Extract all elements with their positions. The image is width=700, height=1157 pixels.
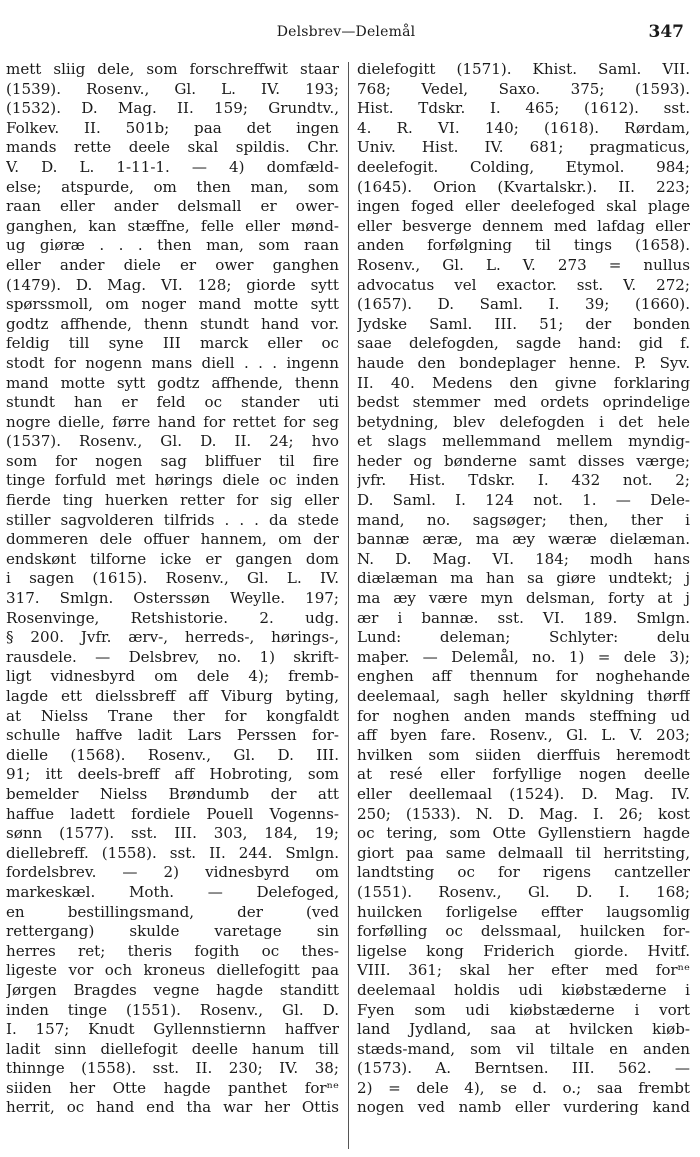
text-line: ingen foged eller deelefoged skal plage bbox=[357, 197, 690, 216]
text-line: landtsting oc for rigens cantzeller bbox=[357, 863, 690, 882]
text-line: ma æy være myn delsman, forty at j bbox=[357, 589, 690, 608]
text-line: land Jydland, saa at hvilcken kiøb- bbox=[357, 1020, 690, 1039]
text-line: 317. Smlgn. Osterssøn Weylle. 197; bbox=[6, 589, 339, 608]
text-line: (1479). D. Mag. VI. 128; giorde sytt bbox=[6, 275, 339, 294]
text-line: VIII. 361; skal her efter med forⁿᵉ bbox=[357, 961, 690, 980]
text-line: raan eller ander delsmall er ower- bbox=[6, 197, 339, 216]
text-line: nogen ved namb eller vurdering kand bbox=[357, 1098, 690, 1117]
text-line: feldig till syne III marck eller oc bbox=[6, 334, 339, 353]
text-line: (1551). Rosenv., Gl. D. I. 168; bbox=[357, 882, 690, 901]
text-line: I. 157; Knudt Gyllennstiernn haffver bbox=[6, 1020, 339, 1039]
text-line: Jydske Saml. III. 51; der bonden bbox=[357, 314, 690, 333]
text-line: diellebreff. (1558). sst. II. 244. Smlgn. bbox=[6, 843, 339, 862]
text-line: inden tinge (1551). Rosenv., Gl. D. bbox=[6, 1000, 339, 1019]
text-line: dielefogitt (1571). Khist. Saml. VII. bbox=[357, 60, 690, 78]
text-line: 250; (1533). N. D. Mag. I. 26; kost bbox=[357, 804, 690, 823]
text-line: Jørgen Bragdes vegne hagde standitt bbox=[6, 980, 339, 999]
text-line: Rosenv., Gl. L. V. 273 = nullus bbox=[357, 255, 690, 274]
text-line: markeskæl. Moth. — Delefoged, bbox=[6, 882, 339, 901]
text-line: mands rette deele skal spildis. Chr. bbox=[6, 138, 339, 157]
text-line: haude den bondeplager henne. P. Syv. bbox=[357, 353, 690, 372]
text-line: nogre dielle, førre hand for rettet for seg bbox=[6, 412, 339, 431]
right-column bbox=[357, 60, 690, 1149]
text-line: thinnge (1558). sst. II. 230; IV. 38; bbox=[6, 1059, 339, 1078]
text-line: (1645). Orion (Kvartalskr.). II. 223; bbox=[357, 177, 690, 196]
text-line: siiden her Otte hagde panthet forⁿᵉ bbox=[6, 1078, 339, 1097]
text-line: D. Saml. I. 124 not. 1. — Dele- bbox=[357, 491, 690, 510]
text-line: at resé eller forfyllige nogen deelle bbox=[357, 765, 690, 784]
text-line: bannæ æræ, ma æy wæræ dielæman. bbox=[357, 530, 690, 549]
text-line: II. 40. Medens den givne forklaring bbox=[357, 373, 690, 392]
text-line: aff byen fare. Rosenv., Gl. L. V. 203; bbox=[357, 726, 690, 745]
text-line: ligt vidnesbyrd om dele 4); fremb- bbox=[6, 667, 339, 686]
text-line: endskønt tilforne icke er gangen dom bbox=[6, 549, 339, 568]
left-column bbox=[6, 60, 339, 1149]
text-line: ær i bannæ. sst. VI. 189. Smlgn. bbox=[357, 608, 690, 627]
text-line: tinge forfuld met hørings diele oc inden bbox=[6, 471, 339, 490]
text-line: saae delefogden, sagde hand: gid f. bbox=[357, 334, 690, 353]
text-line: hvilken som siiden dierffuis heremodt bbox=[357, 745, 690, 764]
text-line: ganghen, kan stæffne, felle eller mønd- bbox=[6, 216, 339, 235]
text-line: advocatus vel exactor. sst. V. 272; bbox=[357, 275, 690, 294]
text-line: rettergang) skulde varetage sin bbox=[6, 922, 339, 941]
text-line: Fyen som udi kiøbstæderne i vort bbox=[357, 1000, 690, 1019]
text-line: rausdele. — Delsbrev, no. 1) skrift- bbox=[6, 647, 339, 666]
text-line: lagde ett dielssbreff aff Viburg byting, bbox=[6, 687, 339, 705]
text-line: stiller sagvolderen tilfrids . . . da stede bbox=[6, 510, 339, 529]
text-line: 4. R. VI. 140; (1618). Rørdam, bbox=[357, 118, 690, 137]
text-line: anden forfølgning til tings (1658). bbox=[357, 236, 690, 255]
text-line: 91; itt deels-breff aff Hobroting, som bbox=[6, 765, 339, 784]
text-line: deelemaal, sagh heller skyldning thørff bbox=[357, 687, 690, 705]
text-line: stundt han er feld oc stander uti bbox=[6, 393, 339, 412]
text-line: Univ. Hist. IV. 681; pragmaticus, bbox=[357, 138, 690, 157]
text-line: Hist. Tdskr. I. 465; (1612). sst. bbox=[357, 99, 690, 118]
text-line: mett sliig dele, som forschreffwit staar bbox=[6, 60, 339, 78]
text-line: eller ander diele er ower ganghen bbox=[6, 255, 339, 274]
text-line: eller deellemaal (1524). D. Mag. IV. bbox=[357, 784, 690, 803]
text-line: Folkev. II. 501b; paa det ingen bbox=[6, 118, 339, 137]
page-header bbox=[6, 14, 686, 46]
text-line: bedst stemmer med ordets oprindelige bbox=[357, 393, 690, 412]
text-columns bbox=[6, 60, 690, 1149]
text-line: heder og bønderne samt disses værge; bbox=[357, 451, 690, 470]
text-line: maþer. — Delemål, no. 1) = dele 3); bbox=[357, 647, 690, 666]
text-line: i sagen (1615). Rosenv., Gl. L. IV. bbox=[6, 569, 339, 588]
text-line: spørssmoll, om noger mand motte sytt bbox=[6, 295, 339, 314]
text-line: schulle haffve ladit Lars Perssen for- bbox=[6, 726, 339, 745]
text-line: ug giøræ . . . then man, som raan bbox=[6, 236, 339, 255]
text-line: Rosenvinge, Retshistorie. 2. udg. bbox=[6, 608, 339, 627]
text-line: Lund: deleman; Schlyter: delu bbox=[357, 628, 690, 647]
text-line: deelemaal holdis udi kiøbstæderne i bbox=[357, 980, 690, 999]
text-line: ligelse kong Friderich giorde. Hvitf. bbox=[357, 941, 690, 960]
text-line: dommeren dele offuer hannem, om der bbox=[6, 530, 339, 549]
text-line: at Nielss Trane ther for kongfaldt bbox=[6, 706, 339, 725]
text-line: (1657). D. Saml. I. 39; (1660). bbox=[357, 295, 690, 314]
text-line: bemelder Nielss Brøndumb der att bbox=[6, 784, 339, 803]
text-line: haffue ladett fordiele Pouell Vogenns- bbox=[6, 804, 339, 823]
text-line: ladit sinn diellefogit deelle hanum till bbox=[6, 1039, 339, 1058]
text-line: en bestillingsmand, der (ved bbox=[6, 902, 339, 921]
running-head: Delsbrev—Delemål bbox=[276, 24, 416, 40]
text-line: (1532). D. Mag. II. 159; Grundtv., bbox=[6, 99, 339, 118]
text-line: betydning, blev delefogden i det hele bbox=[357, 412, 690, 431]
text-line: else; atspurde, om then man, som bbox=[6, 177, 339, 196]
text-line: oc tering, som Otte Gyllenstiern hagde bbox=[357, 824, 690, 843]
text-line: N. D. Mag. VI. 184; modh hans bbox=[357, 549, 690, 568]
text-line: (1537). Rosenv., Gl. D. II. 24; hvo bbox=[6, 432, 339, 451]
text-line: mand motte sytt godtz affhende, thenn bbox=[6, 373, 339, 392]
text-line: fierde ting huerken retter for sig eller bbox=[6, 491, 339, 510]
text-line: deelefogit. Colding, Etymol. 984; bbox=[357, 157, 690, 176]
text-line: et slags mellemmand mellem myndig- bbox=[357, 432, 690, 451]
text-line: som for nogen sag bliffuer til fire bbox=[6, 451, 339, 470]
text-line: 768; Vedel, Saxo. 375; (1593). bbox=[357, 79, 690, 98]
text-line: dielle (1568). Rosenv., Gl. D. III. bbox=[6, 745, 339, 764]
text-line: jvfr. Hist. Tdskr. I. 432 not. 2; bbox=[357, 471, 690, 490]
text-line: sønn (1577). sst. III. 303, 184, 19; bbox=[6, 824, 339, 843]
text-line: (1539). Rosenv., Gl. L. IV. 193; bbox=[6, 79, 339, 98]
text-line: stæds-mand, som vil tiltale en anden bbox=[357, 1039, 690, 1058]
text-line: § 200. Jvfr. ærv-, herreds-, hørings-, bbox=[6, 628, 339, 647]
text-line: 2) = dele 4), se d. o.; saa frembt bbox=[357, 1078, 690, 1097]
text-line: stodt for nogenn mans diell . . . ingenn bbox=[6, 353, 339, 372]
text-line: herres ret; theris fogith oc thes- bbox=[6, 941, 339, 960]
text-line: (1573). A. Berntsen. III. 562. — bbox=[357, 1059, 690, 1078]
text-line: godtz affhende, thenn stundt hand vor. bbox=[6, 314, 339, 333]
text-line: fordelsbrev. — 2) vidnesbyrd om bbox=[6, 863, 339, 882]
text-line: forfølling oc delssmaal, huilcken for- bbox=[357, 922, 690, 941]
text-line: eller besverge dennem med lafdag eller bbox=[357, 216, 690, 235]
page-number: 347 bbox=[648, 22, 684, 42]
text-line: enghen aff thennum for noghehande bbox=[357, 667, 690, 686]
text-line: for noghen anden mands steffning ud bbox=[357, 706, 690, 725]
text-line: herrit, oc hand end tha war her Ottis bbox=[6, 1098, 339, 1117]
text-line: giort paa same delmaall til herritsting, bbox=[357, 843, 690, 862]
text-line: ligeste vor och kroneus diellefogitt paa bbox=[6, 961, 339, 980]
text-line: huilcken forligelse effter laugsomlig bbox=[357, 902, 690, 921]
text-line: diælæman ma han sa giøre undtekt; j bbox=[357, 569, 690, 588]
column-divider bbox=[348, 62, 349, 1149]
text-line: V. D. L. 1-11-1. — 4) domfæld- bbox=[6, 157, 339, 176]
text-line: mand, no. sagsøger; then, ther i bbox=[357, 510, 690, 529]
